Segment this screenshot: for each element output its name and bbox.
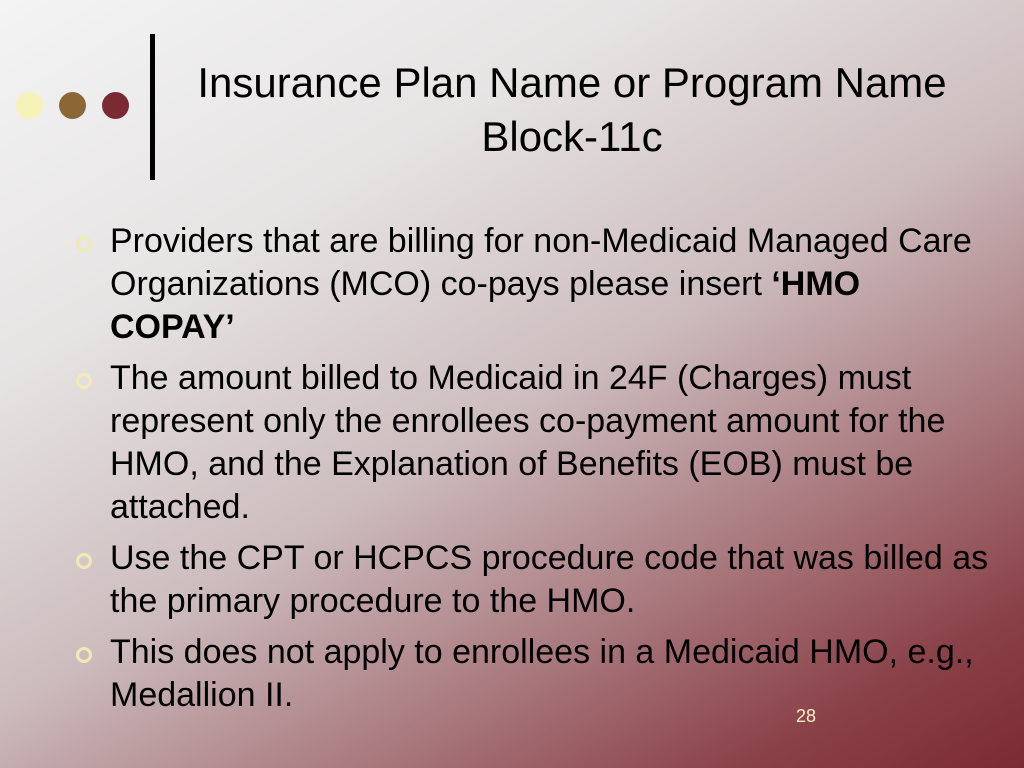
bullet-circle-icon [76, 373, 92, 389]
bullet-list [72, 220, 992, 725]
slide-title [162, 56, 982, 164]
dot-maroon-icon [102, 92, 129, 119]
bullet-text: Providers that are billing for non-Medicaid Managed Care Organizations (MCO) co-pays please insert [110, 222, 972, 303]
bullet-circle-icon [76, 236, 92, 252]
bullet-item [72, 357, 992, 529]
bullet-item [72, 220, 992, 349]
bullet-text: This does not apply to enrollees in a Medicaid HMO, e.g., Medallion II. [110, 633, 974, 714]
title-divider [150, 34, 155, 180]
title-line-1: Insurance Plan Name or Program Name [197, 59, 947, 106]
bullet-bold-text: ‘HMO COPAY’ [110, 265, 861, 346]
bullet-text: The amount billed to Medicaid in 24F (Charges) must represent only the enrollees co-payment amount for the HMO, and the Explanation of Benefits (EOB) must be attached. [110, 359, 946, 526]
bullet-circle-icon [76, 647, 92, 663]
dot-yellow-icon [16, 92, 43, 119]
dot-brown-icon [59, 92, 86, 119]
page-number: 28 [796, 706, 817, 726]
bullet-item [72, 631, 992, 717]
bullet-circle-icon [76, 553, 92, 569]
title-line-2: Block-11c [481, 113, 663, 160]
decorative-dots [16, 92, 129, 119]
bullet-text: Use the CPT or HCPCS procedure code that was billed as the primary procedure to the HMO. [110, 539, 989, 620]
bullet-item [72, 537, 992, 623]
